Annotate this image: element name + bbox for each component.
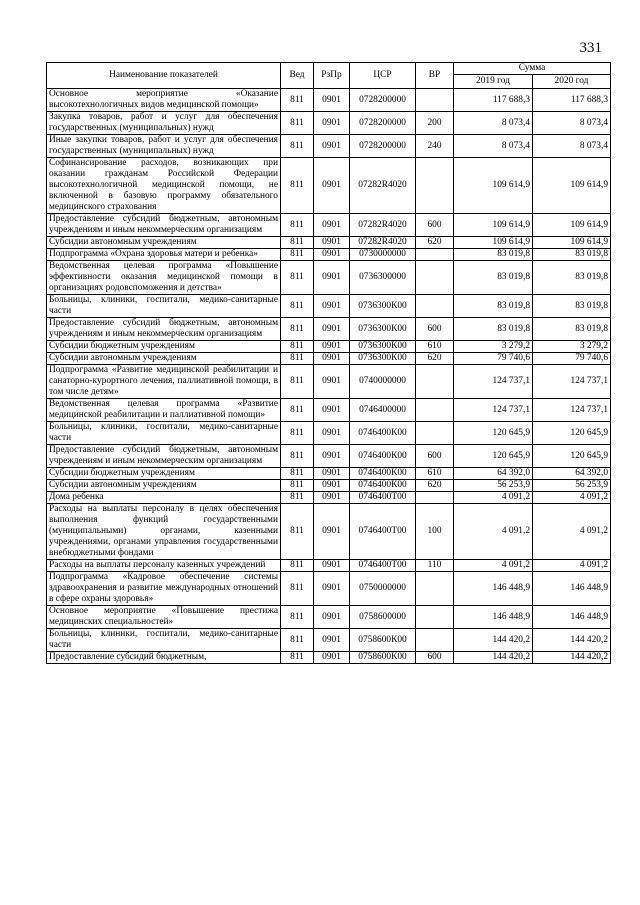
row-ved: 811	[281, 652, 314, 664]
row-amount-2019: 109 614,9	[454, 237, 533, 249]
table-row	[47, 504, 611, 560]
row-rzpr: 0901	[314, 135, 350, 158]
row-name: Расходы на выплаты персоналу в целях обеспечения выполнения функций государственными (муниципальными) органами, казенными учреждениями, органами управления государственными внебюджетными фондами	[47, 504, 281, 560]
row-csr: 0736300К00	[350, 295, 416, 318]
row-rzpr: 0901	[314, 249, 350, 261]
row-amount-2019: 4 091,2	[454, 560, 533, 572]
row-name: Субсидии автономным учреждениям	[47, 237, 281, 249]
table-row	[47, 572, 611, 606]
row-csr: 0746400Т00	[350, 560, 416, 572]
row-vr: 610	[416, 468, 454, 480]
row-ved: 811	[281, 341, 314, 353]
row-amount-2020: 109 614,9	[533, 237, 611, 249]
row-name: Предоставление субсидий бюджетным, автономным учреждениям и иным некоммерческим организациям	[47, 214, 281, 237]
table-row	[47, 341, 611, 353]
row-csr: 0736300000	[350, 261, 416, 295]
row-rzpr: 0901	[314, 261, 350, 295]
row-rzpr: 0901	[314, 572, 350, 606]
row-ved: 811	[281, 237, 314, 249]
header-year-2020: 2020 год	[533, 75, 611, 89]
row-amount-2019: 120 645,9	[454, 422, 533, 445]
row-ved: 811	[281, 158, 314, 214]
row-amount-2019: 79 740,6	[454, 353, 533, 365]
row-csr: 0736300К00	[350, 353, 416, 365]
row-amount-2019: 117 688,3	[454, 89, 533, 112]
row-rzpr: 0901	[314, 158, 350, 214]
row-vr: 240	[416, 135, 454, 158]
budget-table	[46, 62, 611, 664]
row-ved: 811	[281, 572, 314, 606]
row-rzpr: 0901	[314, 353, 350, 365]
row-amount-2020: 3 279,2	[533, 341, 611, 353]
row-rzpr: 0901	[314, 399, 350, 422]
row-amount-2020: 8 073,4	[533, 112, 611, 135]
row-name: Подпрограмма «Кадровое обеспечение системы здравоохранения и развитие международных отношений в сфере охраны здоровья»	[47, 572, 281, 606]
row-vr	[416, 249, 454, 261]
row-ved: 811	[281, 492, 314, 504]
table-row	[47, 652, 611, 664]
page-number: 331	[579, 40, 602, 56]
row-name: Закупка товаров, работ и услуг для обеспечения государственных (муниципальных) нужд	[47, 112, 281, 135]
row-amount-2020: 146 448,9	[533, 572, 611, 606]
row-vr: 600	[416, 445, 454, 468]
row-name: Предоставление субсидий бюджетным,	[47, 652, 281, 664]
table-row	[47, 468, 611, 480]
row-amount-2020: 8 073,4	[533, 135, 611, 158]
row-vr: 200	[416, 112, 454, 135]
header-vr: ВР	[416, 63, 454, 89]
row-csr: 0750000000	[350, 572, 416, 606]
table-row	[47, 135, 611, 158]
row-amount-2020: 124 737,1	[533, 365, 611, 399]
row-name: Основное мероприятие «Повышение престижа медицинских специальностей»	[47, 606, 281, 629]
table-row	[47, 480, 611, 492]
row-name: Софинансирование расходов, возникающих при оказании гражданам Российской Федерации высокотехнологичной медицинской помощи, не включенной в базовую программу обязательного медицинского страхования	[47, 158, 281, 214]
table-row	[47, 158, 611, 214]
row-name: Больницы, клиники, госпитали, медико-санитарные части	[47, 295, 281, 318]
row-csr: 0728200000	[350, 135, 416, 158]
table-row	[47, 560, 611, 572]
row-amount-2019: 109 614,9	[454, 158, 533, 214]
row-amount-2020: 4 091,2	[533, 560, 611, 572]
table-row	[47, 261, 611, 295]
row-ved: 811	[281, 365, 314, 399]
row-ved: 811	[281, 629, 314, 652]
row-rzpr: 0901	[314, 341, 350, 353]
row-amount-2020: 144 420,2	[533, 652, 611, 664]
row-name: Больницы, клиники, госпитали, медико-санитарные части	[47, 629, 281, 652]
row-amount-2020: 4 091,2	[533, 492, 611, 504]
row-csr: 0758600000	[350, 606, 416, 629]
header-rzpr: РзПр	[314, 63, 350, 89]
row-name: Субсидии бюджетным учреждениям	[47, 468, 281, 480]
row-name: Субсидии бюджетным учреждениям	[47, 341, 281, 353]
row-vr	[416, 422, 454, 445]
row-amount-2019: 8 073,4	[454, 112, 533, 135]
row-vr	[416, 399, 454, 422]
row-vr	[416, 295, 454, 318]
row-rzpr: 0901	[314, 445, 350, 468]
row-amount-2019: 56 253,9	[454, 480, 533, 492]
header-ved: Вед	[281, 63, 314, 89]
row-rzpr: 0901	[314, 318, 350, 341]
row-amount-2019: 124 737,1	[454, 365, 533, 399]
row-vr: 110	[416, 560, 454, 572]
row-amount-2019: 83 019,8	[454, 261, 533, 295]
table-row	[47, 365, 611, 399]
row-name: Предоставление субсидий бюджетным, автономным учреждениям и иным некоммерческим организациям	[47, 445, 281, 468]
row-name: Больницы, клиники, госпитали, медико-санитарные части	[47, 422, 281, 445]
row-amount-2020: 79 740,6	[533, 353, 611, 365]
row-vr	[416, 89, 454, 112]
row-rzpr: 0901	[314, 112, 350, 135]
row-ved: 811	[281, 560, 314, 572]
row-csr: 07282R4020	[350, 214, 416, 237]
table-row	[47, 606, 611, 629]
row-csr: 0736300К00	[350, 318, 416, 341]
header-csr: ЦСР	[350, 63, 416, 89]
row-ved: 811	[281, 399, 314, 422]
row-rzpr: 0901	[314, 89, 350, 112]
row-amount-2019: 64 392,0	[454, 468, 533, 480]
row-rzpr: 0901	[314, 422, 350, 445]
row-name: Расходы на выплаты персоналу казенных учреждений	[47, 560, 281, 572]
row-amount-2019: 144 420,2	[454, 629, 533, 652]
row-name: Субсидии автономным учреждениям	[47, 480, 281, 492]
row-ved: 811	[281, 445, 314, 468]
row-vr	[416, 492, 454, 504]
row-amount-2019: 124 737,1	[454, 399, 533, 422]
row-amount-2020: 4 091,2	[533, 504, 611, 560]
row-amount-2019: 109 614,9	[454, 214, 533, 237]
row-csr: 0730000000	[350, 249, 416, 261]
row-rzpr: 0901	[314, 214, 350, 237]
row-vr: 620	[416, 237, 454, 249]
row-name: Предоставление субсидий бюджетным, автономным учреждениям и иным некоммерческим организациям	[47, 318, 281, 341]
row-vr	[416, 606, 454, 629]
row-amount-2020: 144 420,2	[533, 629, 611, 652]
row-ved: 811	[281, 504, 314, 560]
table-row	[47, 629, 611, 652]
row-amount-2019: 83 019,8	[454, 249, 533, 261]
row-rzpr: 0901	[314, 480, 350, 492]
row-amount-2019: 8 073,4	[454, 135, 533, 158]
row-ved: 811	[281, 249, 314, 261]
row-csr: 0758600К00	[350, 629, 416, 652]
row-ved: 811	[281, 261, 314, 295]
row-csr: 0746400К00	[350, 468, 416, 480]
row-amount-2019: 120 645,9	[454, 445, 533, 468]
row-amount-2020: 83 019,8	[533, 318, 611, 341]
header-sum: Сумма	[454, 63, 611, 75]
row-csr: 0758600К00	[350, 652, 416, 664]
row-rzpr: 0901	[314, 365, 350, 399]
row-ved: 811	[281, 353, 314, 365]
row-csr: 0746400К00	[350, 480, 416, 492]
row-ved: 811	[281, 606, 314, 629]
row-ved: 811	[281, 318, 314, 341]
table-row	[47, 422, 611, 445]
row-vr: 600	[416, 652, 454, 664]
row-amount-2020: 120 645,9	[533, 422, 611, 445]
row-amount-2020: 64 392,0	[533, 468, 611, 480]
row-name: Подпрограмма «Охрана здоровья матери и ребенка»	[47, 249, 281, 261]
row-csr: 0746400К00	[350, 445, 416, 468]
table-row	[47, 89, 611, 112]
row-ved: 811	[281, 468, 314, 480]
row-amount-2020: 56 253,9	[533, 480, 611, 492]
table-row	[47, 295, 611, 318]
row-vr: 620	[416, 353, 454, 365]
row-amount-2019: 4 091,2	[454, 492, 533, 504]
row-csr: 0746400Т00	[350, 504, 416, 560]
row-name: Субсидии автономным учреждениям	[47, 353, 281, 365]
row-ved: 811	[281, 214, 314, 237]
row-vr: 100	[416, 504, 454, 560]
row-amount-2020: 83 019,8	[533, 249, 611, 261]
row-name: Основное мероприятие «Оказание высокотехнологичных видов медицинской помощи»	[47, 89, 281, 112]
table-row	[47, 112, 611, 135]
table-row	[47, 492, 611, 504]
row-vr	[416, 572, 454, 606]
row-ved: 811	[281, 480, 314, 492]
row-amount-2019: 3 279,2	[454, 341, 533, 353]
table-row	[47, 237, 611, 249]
row-amount-2020: 120 645,9	[533, 445, 611, 468]
row-vr: 620	[416, 480, 454, 492]
row-ved: 811	[281, 422, 314, 445]
row-amount-2020: 109 614,9	[533, 158, 611, 214]
row-csr: 0728200000	[350, 112, 416, 135]
row-ved: 811	[281, 89, 314, 112]
row-ved: 811	[281, 135, 314, 158]
row-csr: 0736300К00	[350, 341, 416, 353]
row-amount-2019: 83 019,8	[454, 318, 533, 341]
row-name: Дома ребенка	[47, 492, 281, 504]
row-csr: 07282R4020	[350, 237, 416, 249]
table-row	[47, 214, 611, 237]
table-row	[47, 353, 611, 365]
row-csr: 0728200000	[350, 89, 416, 112]
row-rzpr: 0901	[314, 492, 350, 504]
row-csr: 0740000000	[350, 365, 416, 399]
row-csr: 0746400Т00	[350, 492, 416, 504]
row-amount-2019: 144 420,2	[454, 652, 533, 664]
row-csr: 0746400К00	[350, 422, 416, 445]
row-vr: 610	[416, 341, 454, 353]
table-row	[47, 318, 611, 341]
row-amount-2020: 83 019,8	[533, 295, 611, 318]
row-vr	[416, 365, 454, 399]
row-amount-2020: 124 737,1	[533, 399, 611, 422]
row-amount-2020: 83 019,8	[533, 261, 611, 295]
header-name: Наименование показателей	[47, 63, 281, 89]
row-vr	[416, 261, 454, 295]
row-amount-2019: 83 019,8	[454, 295, 533, 318]
row-csr: 0746400000	[350, 399, 416, 422]
row-rzpr: 0901	[314, 652, 350, 664]
row-amount-2019: 146 448,9	[454, 606, 533, 629]
table-row	[47, 249, 611, 261]
row-ved: 811	[281, 112, 314, 135]
row-rzpr: 0901	[314, 606, 350, 629]
row-amount-2020: 146 448,9	[533, 606, 611, 629]
row-name: Ведомственная целевая программа «Развитие медицинской реабилитации и паллиативной помощи»	[47, 399, 281, 422]
table-row	[47, 399, 611, 422]
row-rzpr: 0901	[314, 560, 350, 572]
row-rzpr: 0901	[314, 504, 350, 560]
row-vr	[416, 158, 454, 214]
row-amount-2019: 146 448,9	[454, 572, 533, 606]
row-ved: 811	[281, 295, 314, 318]
row-rzpr: 0901	[314, 237, 350, 249]
row-rzpr: 0901	[314, 468, 350, 480]
row-vr: 600	[416, 214, 454, 237]
row-rzpr: 0901	[314, 295, 350, 318]
row-amount-2020: 117 688,3	[533, 89, 611, 112]
row-name: Иные закупки товаров, работ и услуг для обеспечения государственных (муниципальных) нужд	[47, 135, 281, 158]
table-row	[47, 445, 611, 468]
row-vr: 600	[416, 318, 454, 341]
row-vr	[416, 629, 454, 652]
row-name: Ведомственная целевая программа «Повышение эффективности оказания медицинской помощи в организациях родовспоможения и детства»	[47, 261, 281, 295]
row-name: Подпрограмма «Развитие медицинской реабилитации и санаторно-курортного лечения, паллиативной помощи, в том числе детям»	[47, 365, 281, 399]
row-amount-2020: 109 614,9	[533, 214, 611, 237]
row-rzpr: 0901	[314, 629, 350, 652]
row-amount-2019: 4 091,2	[454, 504, 533, 560]
header-year-2019: 2019 год	[454, 75, 533, 89]
row-csr: 07282R4020	[350, 158, 416, 214]
